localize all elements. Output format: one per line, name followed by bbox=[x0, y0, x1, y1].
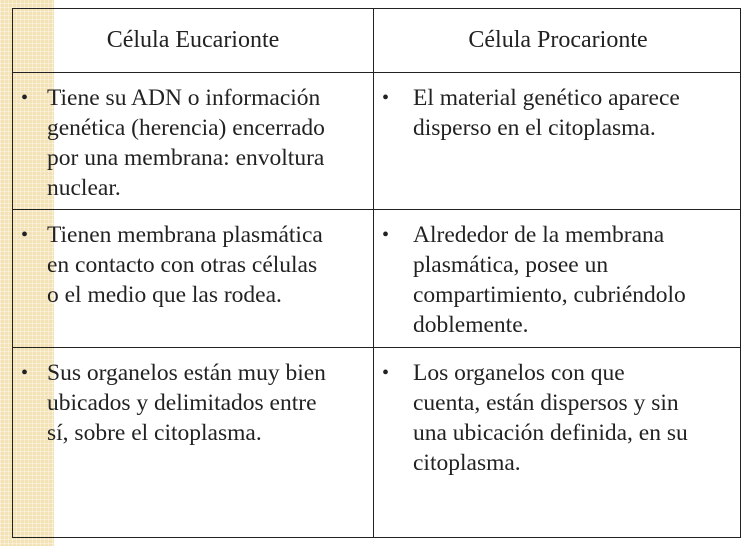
table-row bbox=[13, 209, 740, 347]
table-row bbox=[13, 347, 740, 538]
bullet-icon: • bbox=[382, 224, 390, 246]
bullet-icon: • bbox=[21, 224, 29, 246]
procarionte-text: Los organelos con que cuenta, están dispersos y sin una ubicación definida, en su citoplasma. bbox=[413, 360, 688, 476]
eucarionte-text: Sus organelos están muy bien ubicados y delimitados entre sí, sobre el citoplasma. bbox=[47, 360, 326, 446]
table-row bbox=[13, 72, 740, 209]
bullet-icon: • bbox=[382, 87, 390, 109]
procarionte-text: El material genético aparece disperso en el citoplasma. bbox=[413, 85, 680, 141]
bullet-icon: • bbox=[21, 362, 29, 384]
eucarionte-text: Tienen membrana plasmática en contacto con otras células o el medio que las rodea. bbox=[47, 222, 323, 308]
header-eucarionte: Célula Eucarionte bbox=[106, 27, 280, 53]
header-procarionte: Célula Procarionte bbox=[468, 27, 648, 53]
bullet-icon: • bbox=[21, 87, 29, 109]
comparison-table bbox=[12, 8, 741, 538]
eucarionte-text: Tiene su ADN o información genética (herencia) encerrado por una membrana: envoltura nuclear. bbox=[47, 85, 325, 201]
bullet-icon: • bbox=[382, 362, 390, 384]
procarionte-text: Alrededor de la membrana plasmática, posee un compartimiento, cubriéndolo doblemente. bbox=[413, 222, 686, 338]
table-header-row bbox=[13, 9, 740, 72]
